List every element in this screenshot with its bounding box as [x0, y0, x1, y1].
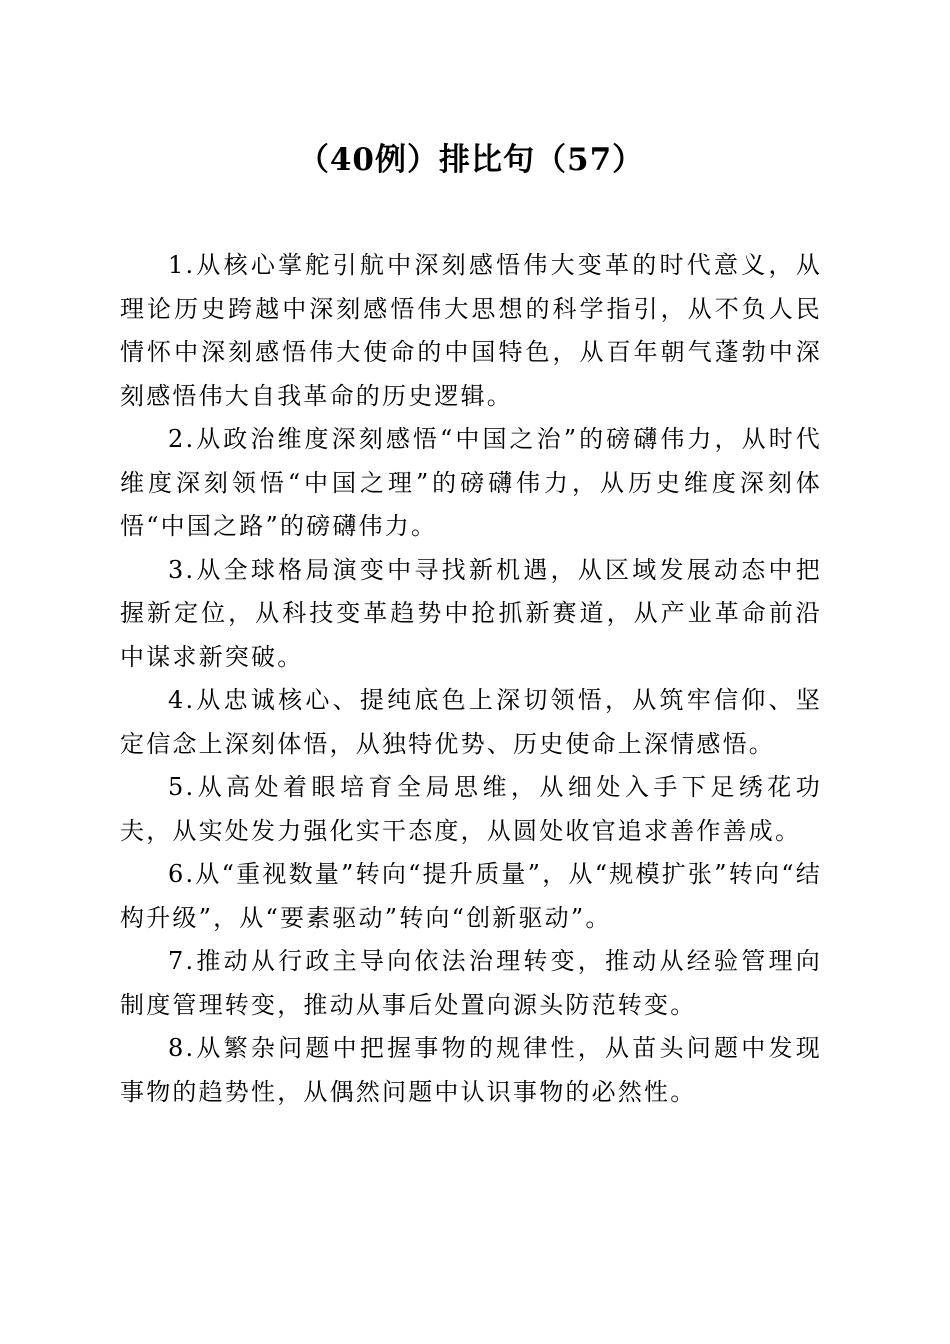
document-body [120, 244, 822, 1114]
paragraph-4: 4.从忠诚核心、提纯底色上深切领悟，从筑牢信仰、坚定信念上深刻体悟，从独特优势、历史使命上深情感悟。 [120, 686, 822, 758]
document-title: （40例）排比句（57） [297, 142, 645, 178]
paragraph-6: 6.从“重视数量”转向“提升质量”，从“规模扩张”转向“结构升级”，从“要素驱动”转向“创新驱动”。 [120, 860, 822, 932]
paragraph-1: 1.从核心掌舵引航中深刻感悟伟大变革的时代意义，从理论历史跨越中深刻感悟伟大思想的科学指引，从不负人民情怀中深刻感悟伟大使命的中国特色，从百年朝气蓬勃中深刻感悟伟大自我革命的历史逻辑。 [120, 251, 822, 410]
paragraph-2: 2.从政治维度深刻感悟“中国之治”的磅礴伟力，从时代维度深刻领悟“中国之理”的磅礴伟力，从历史维度深刻体悟“中国之路”的磅礴伟力。 [120, 425, 822, 540]
paragraph-5: 5.从高处着眼培育全局思维，从细处入手下足绣花功夫，从实处发力强化实干态度，从圆处收官追求善作善成。 [120, 773, 822, 845]
paragraph-8: 8.从繁杂问题中把握事物的规律性，从苗头问题中发现事物的趋势性，从偶然问题中认识事物的必然性。 [120, 1034, 822, 1106]
paragraph-7: 7.推动从行政主导向依法治理转变，推动从经验管理向制度管理转变，推动从事后处置向源头防范转变。 [120, 947, 822, 1019]
paragraph-3: 3.从全球格局演变中寻找新机遇，从区域发展动态中把握新定位，从科技变革趋势中抢抓新赛道，从产业革命前沿中谋求新突破。 [120, 555, 822, 671]
